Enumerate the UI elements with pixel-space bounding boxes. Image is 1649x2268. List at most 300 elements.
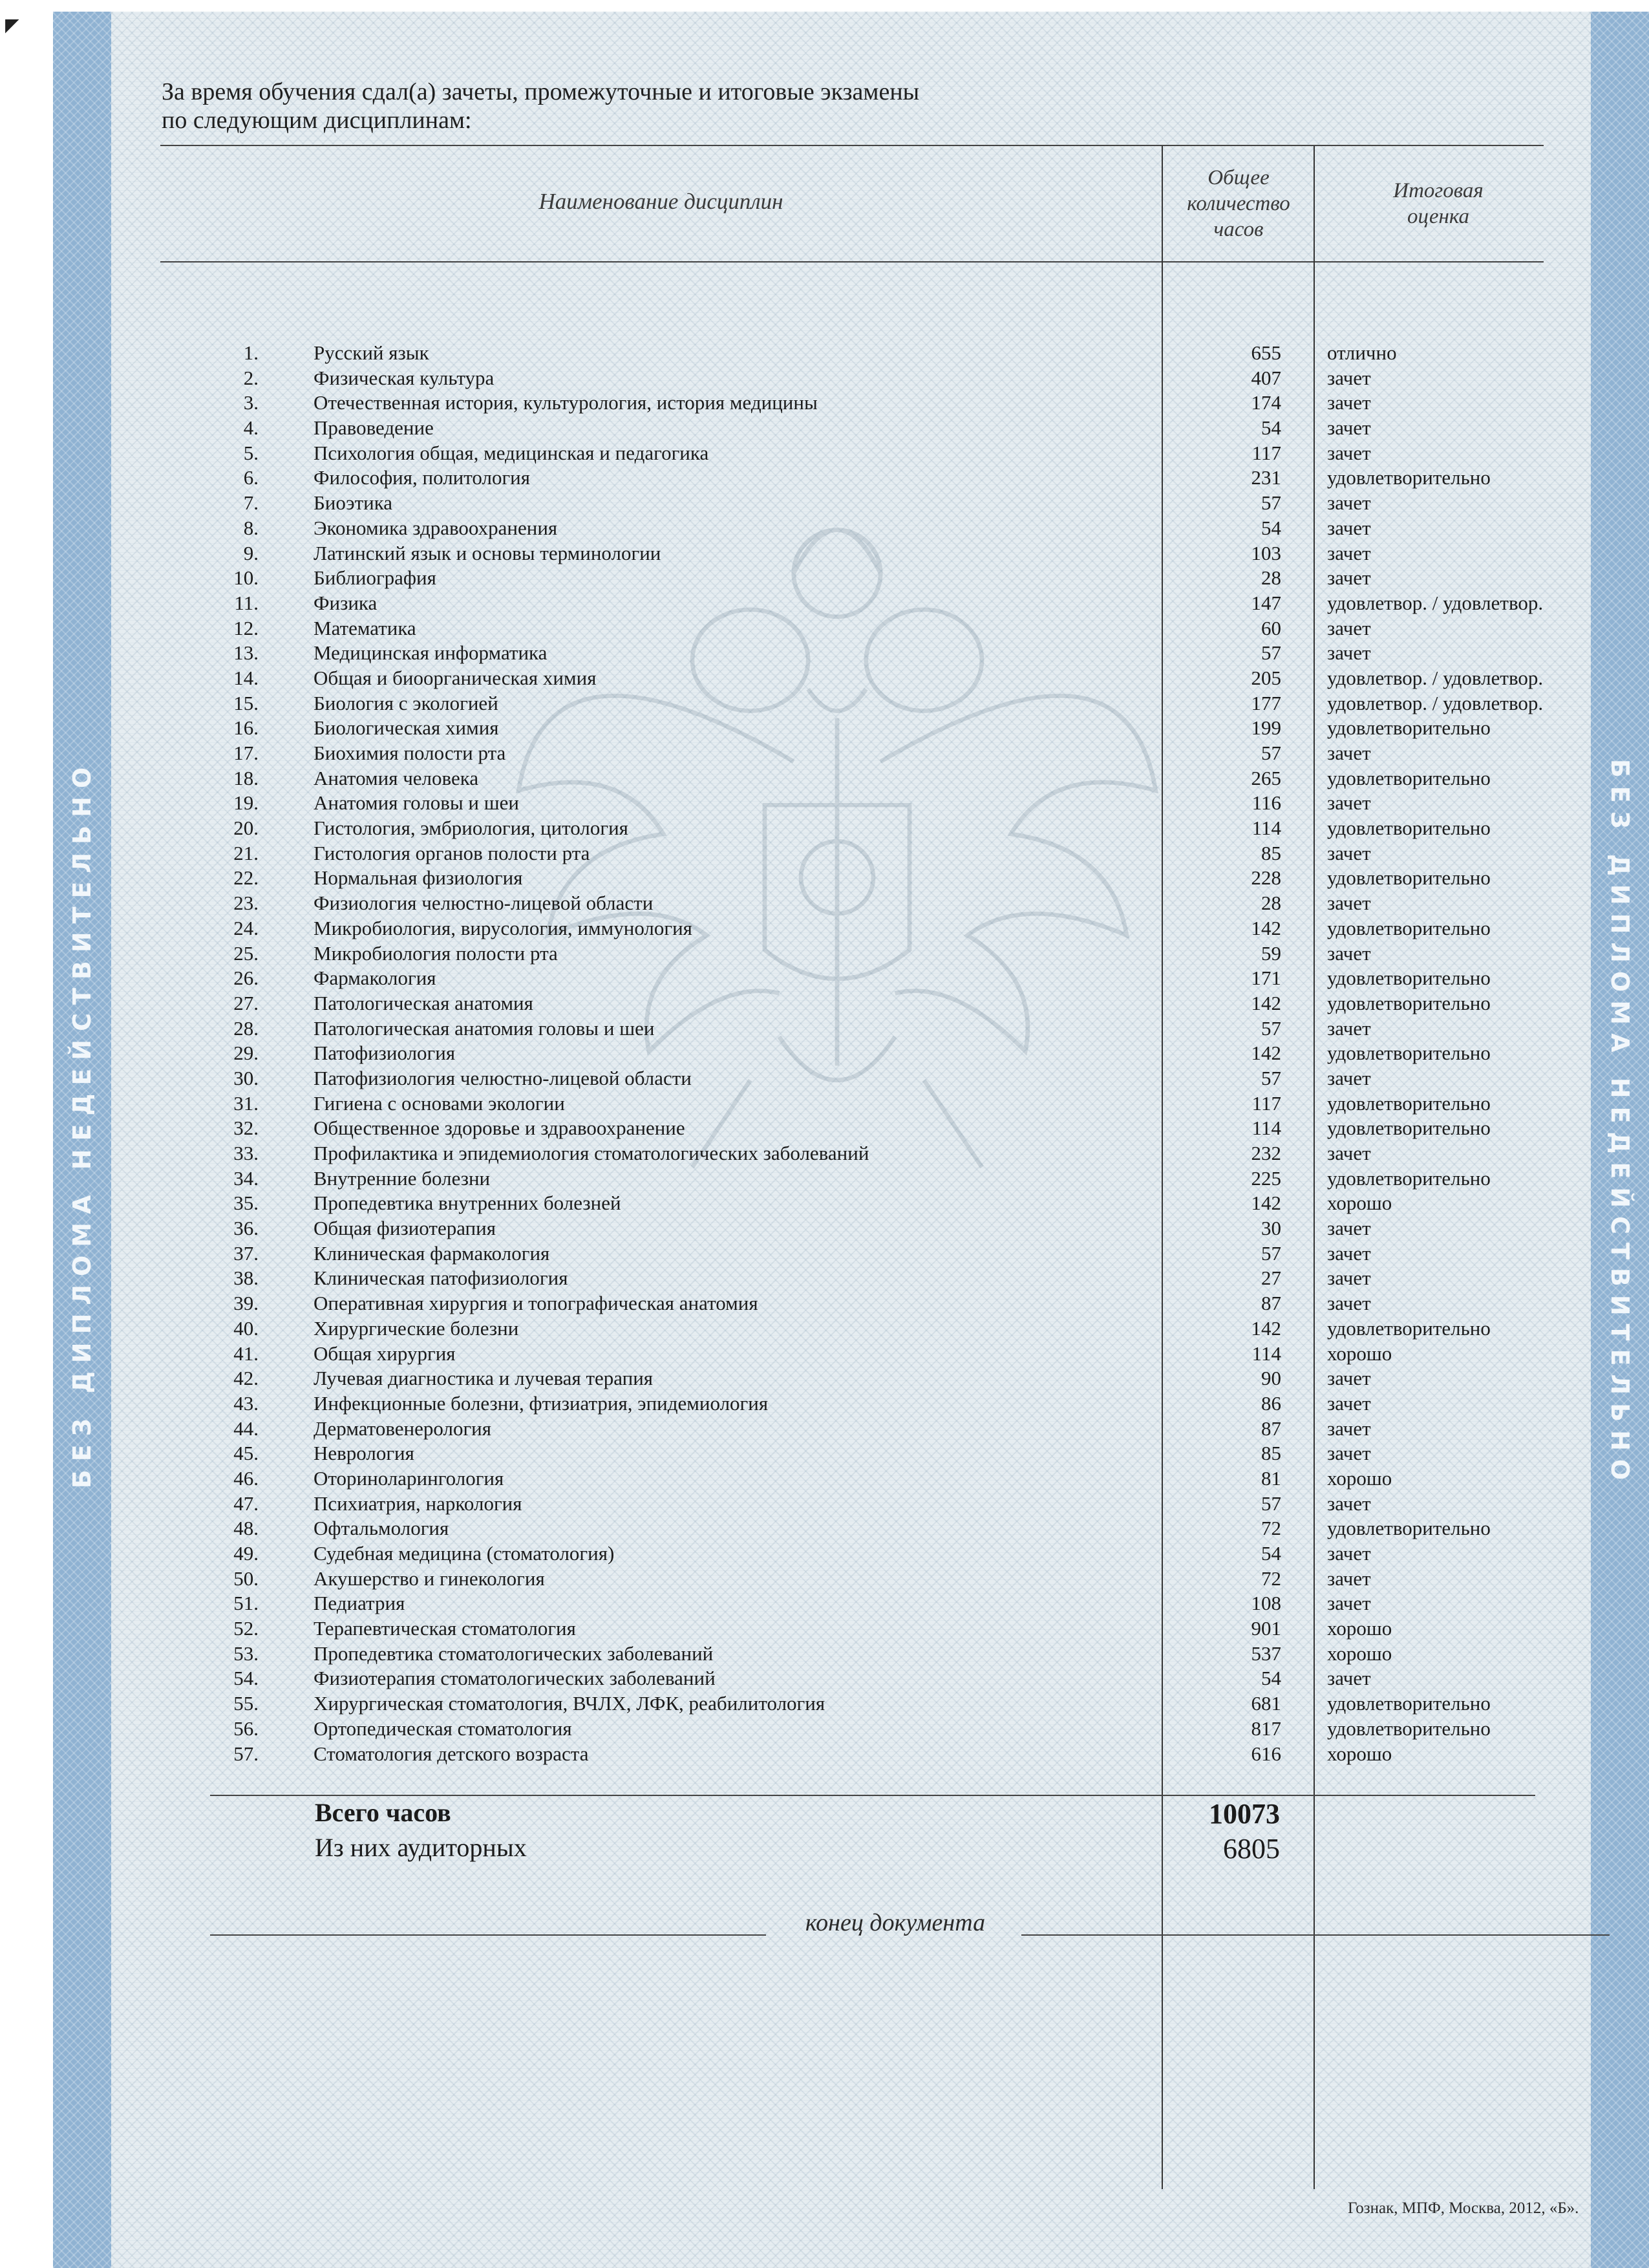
discipline-hours: 60 xyxy=(1261,616,1281,639)
column-header-discipline: Наименование дисциплин xyxy=(538,189,783,214)
table-row xyxy=(0,741,1649,766)
discipline-name: Математика xyxy=(314,616,416,639)
discipline-hours: 28 xyxy=(1261,892,1281,915)
discipline-name: Оперативная хирургия и топографическая анатомия xyxy=(314,1292,758,1315)
discipline-name: Патофизиология xyxy=(314,1042,456,1065)
discipline-name: Инфекционные болезни, фтизиатрия, эпидемиология xyxy=(314,1391,769,1415)
end-of-document-label: конец документа xyxy=(805,1909,986,1936)
discipline-name: Хирургические болезни xyxy=(314,1316,519,1340)
discipline-hours: 72 xyxy=(1261,1517,1281,1540)
discipline-grade: хорошо xyxy=(1327,1617,1392,1640)
discipline-name: Общая физиотерапия xyxy=(314,1217,496,1240)
column-header-hours xyxy=(1164,165,1314,242)
header-top-rule xyxy=(160,145,1544,146)
discipline-name: Клиническая фармакология xyxy=(314,1241,550,1265)
table-row xyxy=(0,1041,1649,1066)
discipline-grade: хорошо xyxy=(1327,1742,1392,1765)
auditory-hours-label: Из них аудиторных xyxy=(315,1833,527,1862)
discipline-hours: 114 xyxy=(1251,1342,1281,1365)
row-number: 33. xyxy=(233,1142,259,1164)
discipline-name: Анатомия головы и шеи xyxy=(314,791,519,815)
row-number: 10. xyxy=(233,566,259,590)
discipline-list xyxy=(0,341,1649,1766)
table-row xyxy=(0,416,1649,441)
table-row xyxy=(0,491,1649,516)
table-row xyxy=(0,541,1649,566)
discipline-name: Гистология, эмбриология, цитология xyxy=(314,817,628,840)
discipline-hours: 232 xyxy=(1251,1142,1281,1164)
discipline-hours: 116 xyxy=(1251,791,1281,815)
intro-text xyxy=(162,78,1131,134)
discipline-hours: 407 xyxy=(1251,366,1281,389)
row-number: 44. xyxy=(233,1417,259,1440)
discipline-grade: зачет xyxy=(1327,1267,1371,1290)
discipline-hours: 87 xyxy=(1261,1292,1281,1315)
row-number: 29. xyxy=(233,1042,259,1065)
row-number: 8. xyxy=(243,516,259,539)
discipline-grade: удовлетворительно xyxy=(1327,916,1491,939)
discipline-name: Правоведение xyxy=(314,416,434,440)
table-row xyxy=(0,1191,1649,1216)
table-row xyxy=(0,766,1649,791)
discipline-name: Физическая культура xyxy=(314,366,495,389)
discipline-hours: 142 xyxy=(1251,1192,1281,1215)
discipline-grade: удовлетвор. / удовлетвор. xyxy=(1327,691,1544,714)
discipline-name: Библиография xyxy=(314,566,436,590)
discipline-grade: зачет xyxy=(1327,1567,1371,1590)
discipline-name: Биохимия полости рта xyxy=(314,742,506,764)
row-number: 24. xyxy=(233,916,259,939)
discipline-name: Клиническая патофизиология xyxy=(314,1267,568,1290)
discipline-hours: 681 xyxy=(1251,1692,1281,1715)
discipline-grade: зачет xyxy=(1327,1241,1371,1265)
table-row xyxy=(0,1141,1649,1166)
table-row xyxy=(0,791,1649,816)
table-row xyxy=(0,1441,1649,1466)
row-number: 3. xyxy=(243,391,259,414)
row-number: 43. xyxy=(233,1391,259,1415)
table-row xyxy=(0,1342,1649,1367)
row-number: 6. xyxy=(243,466,259,489)
discipline-grade: удовлетворительно xyxy=(1327,1692,1491,1715)
end-rule-left xyxy=(210,1934,766,1936)
discipline-name: Философия, политология xyxy=(314,466,531,489)
discipline-grade: зачет xyxy=(1327,416,1371,440)
discipline-hours: 817 xyxy=(1251,1717,1281,1740)
discipline-grade: удовлетворительно xyxy=(1327,466,1491,489)
row-number: 38. xyxy=(233,1267,259,1290)
discipline-hours: 537 xyxy=(1251,1642,1281,1665)
discipline-hours: 265 xyxy=(1251,766,1281,789)
discipline-grade: удовлетворительно xyxy=(1327,1717,1491,1740)
left-strip-watermark-text: БЕЗ ДИПЛОМА НЕДЕЙСТВИТЕЛЬНО xyxy=(68,758,96,1489)
discipline-grade: удовлетворительно xyxy=(1327,991,1491,1014)
discipline-grade: зачет xyxy=(1327,1667,1371,1690)
discipline-hours: 177 xyxy=(1251,691,1281,714)
discipline-grade: зачет xyxy=(1327,616,1371,639)
row-number: 12. xyxy=(233,616,259,639)
discipline-hours: 54 xyxy=(1261,1542,1281,1565)
discipline-name: Отечественная история, культурология, история медицины xyxy=(314,391,818,414)
discipline-hours: 225 xyxy=(1251,1166,1281,1190)
table-row xyxy=(0,1691,1649,1717)
table-row xyxy=(0,1417,1649,1442)
header-bottom-rule xyxy=(160,261,1544,262)
discipline-grade: зачет xyxy=(1327,1066,1371,1089)
discipline-name: Микробиология, вирусология, иммунология xyxy=(314,916,692,939)
discipline-grade: зачет xyxy=(1327,1016,1371,1040)
row-number: 16. xyxy=(233,716,259,740)
discipline-hours: 57 xyxy=(1261,1016,1281,1040)
discipline-grade: зачет xyxy=(1327,1492,1371,1515)
discipline-hours: 30 xyxy=(1261,1217,1281,1240)
discipline-hours: 616 xyxy=(1251,1742,1281,1765)
discipline-name: Патологическая анатомия xyxy=(314,991,533,1014)
discipline-grade: зачет xyxy=(1327,1417,1371,1440)
discipline-hours: 85 xyxy=(1261,841,1281,864)
row-number: 49. xyxy=(233,1542,259,1565)
table-row xyxy=(0,716,1649,741)
total-hours-value: 10073 xyxy=(1209,1798,1280,1830)
row-number: 30. xyxy=(233,1066,259,1089)
discipline-hours: 901 xyxy=(1251,1617,1281,1640)
hours-header-line-2: количество xyxy=(1187,192,1290,215)
row-number: 41. xyxy=(233,1342,259,1365)
discipline-grade: зачет xyxy=(1327,1391,1371,1415)
discipline-grade: удовлетвор. / удовлетвор. xyxy=(1327,591,1544,614)
row-number: 53. xyxy=(233,1642,259,1665)
table-row xyxy=(0,1241,1649,1267)
grade-header-line-1: Итоговая xyxy=(1393,179,1484,202)
row-number: 14. xyxy=(233,666,259,689)
row-number: 27. xyxy=(233,991,259,1014)
table-row xyxy=(0,1666,1649,1691)
discipline-name: Лучевая диагностика и лучевая терапия xyxy=(314,1367,654,1390)
table-row xyxy=(0,1541,1649,1567)
discipline-name: Хирургическая стоматология, ВЧЛХ, ЛФК, реабилитология xyxy=(314,1692,825,1715)
discipline-grade: удовлетворительно xyxy=(1327,866,1491,890)
discipline-grade: зачет xyxy=(1327,391,1371,414)
discipline-grade: зачет xyxy=(1327,1292,1371,1315)
discipline-grade: удовлетворительно xyxy=(1327,1042,1491,1065)
discipline-name: Физиотерапия стоматологических заболеваний xyxy=(314,1667,716,1690)
discipline-hours: 114 xyxy=(1251,1117,1281,1140)
discipline-name: Педиатрия xyxy=(314,1592,405,1615)
discipline-name: Биологическая химия xyxy=(314,716,499,740)
discipline-name: Общественное здоровье и здравоохранение xyxy=(314,1117,685,1140)
discipline-name: Судебная медицина (стоматология) xyxy=(314,1542,615,1565)
row-number: 9. xyxy=(243,541,259,564)
discipline-grade: зачет xyxy=(1327,1142,1371,1164)
row-number: 17. xyxy=(233,742,259,764)
discipline-grade: зачет xyxy=(1327,1217,1371,1240)
discipline-name: Психология общая, медицинская и педагогика xyxy=(314,441,709,464)
row-number: 42. xyxy=(233,1367,259,1390)
discipline-name: Пропедевтика внутренних болезней xyxy=(314,1192,621,1215)
discipline-name: Русский язык xyxy=(314,341,429,364)
table-row xyxy=(0,966,1649,991)
discipline-hours: 59 xyxy=(1261,941,1281,965)
discipline-grade: зачет xyxy=(1327,516,1371,539)
table-row xyxy=(0,1642,1649,1667)
discipline-hours: 87 xyxy=(1261,1417,1281,1440)
table-row xyxy=(0,1266,1649,1291)
table-row xyxy=(0,566,1649,591)
row-number: 23. xyxy=(233,892,259,915)
discipline-name: Физика xyxy=(314,591,378,614)
discipline-grade: отлично xyxy=(1327,341,1397,364)
row-number: 34. xyxy=(233,1166,259,1190)
discipline-name: Медицинская информатика xyxy=(314,641,548,665)
table-row xyxy=(0,991,1649,1016)
row-number: 35. xyxy=(233,1192,259,1215)
discipline-grade: удовлетворительно xyxy=(1327,1117,1491,1140)
row-number: 13. xyxy=(233,641,259,665)
discipline-grade: удовлетворительно xyxy=(1327,817,1491,840)
table-row xyxy=(0,616,1649,641)
row-number: 26. xyxy=(233,967,259,990)
discipline-hours: 171 xyxy=(1251,967,1281,990)
discipline-grade: удовлетворительно xyxy=(1327,1517,1491,1540)
discipline-name: Патологическая анатомия головы и шеи xyxy=(314,1016,655,1040)
discipline-hours: 142 xyxy=(1251,1042,1281,1065)
row-number: 21. xyxy=(233,841,259,864)
intro-line-1: За время обучения сдал(а) зачеты, промежуточные и итоговые экзамены xyxy=(162,78,920,105)
discipline-hours: 142 xyxy=(1251,991,1281,1014)
discipline-name: Биология с экологией xyxy=(314,691,498,714)
row-number: 40. xyxy=(233,1316,259,1340)
discipline-grade: зачет xyxy=(1327,566,1371,590)
table-row xyxy=(0,891,1649,916)
table-row xyxy=(0,1391,1649,1417)
discipline-hours: 85 xyxy=(1261,1442,1281,1465)
discipline-grade: удовлетворительно xyxy=(1327,967,1491,990)
discipline-grade: удовлетворительно xyxy=(1327,766,1491,789)
discipline-name: Нормальная физиология xyxy=(314,866,523,890)
row-number: 52. xyxy=(233,1617,259,1640)
row-number: 15. xyxy=(233,691,259,714)
discipline-name: Анатомия человека xyxy=(314,766,479,789)
row-number: 31. xyxy=(233,1091,259,1115)
total-hours-label: Всего часов xyxy=(315,1798,451,1827)
discipline-hours: 108 xyxy=(1251,1592,1281,1615)
table-row xyxy=(0,1066,1649,1091)
hours-header-line-3: часов xyxy=(1213,218,1264,241)
discipline-hours: 174 xyxy=(1251,391,1281,414)
table-row xyxy=(0,691,1649,716)
discipline-hours: 231 xyxy=(1251,466,1281,489)
discipline-name: Психиатрия, наркология xyxy=(314,1492,522,1515)
discipline-hours: 27 xyxy=(1261,1267,1281,1290)
row-number: 36. xyxy=(233,1217,259,1240)
discipline-name: Ортопедическая стоматология xyxy=(314,1717,572,1740)
discipline-name: Офтальмология xyxy=(314,1517,449,1540)
row-number: 46. xyxy=(233,1466,259,1490)
discipline-name: Экономика здравоохранения xyxy=(314,516,558,539)
table-row xyxy=(0,341,1649,366)
table-row xyxy=(0,941,1649,967)
table-row xyxy=(0,441,1649,466)
discipline-name: Гистология органов полости рта xyxy=(314,841,590,864)
table-row xyxy=(0,1366,1649,1391)
table-row xyxy=(0,1591,1649,1616)
row-number: 51. xyxy=(233,1592,259,1615)
discipline-hours: 205 xyxy=(1251,666,1281,689)
table-row xyxy=(0,1717,1649,1742)
discipline-hours: 655 xyxy=(1251,341,1281,364)
discipline-name: Дерматовенерология xyxy=(314,1417,492,1440)
grade-header-line-2: оценка xyxy=(1407,205,1469,228)
discipline-grade: зачет xyxy=(1327,791,1371,815)
totals-top-rule xyxy=(210,1795,1535,1796)
discipline-hours: 54 xyxy=(1261,1667,1281,1690)
discipline-grade: зачет xyxy=(1327,541,1371,564)
discipline-name: Общая и биоорганическая химия xyxy=(314,666,597,689)
row-number: 56. xyxy=(233,1717,259,1740)
discipline-grade: удовлетворительно xyxy=(1327,1091,1491,1115)
row-number: 19. xyxy=(233,791,259,815)
discipline-hours: 90 xyxy=(1261,1367,1281,1390)
right-strip-watermark-text: БЕЗ ДИПЛОМА НЕДЕЙСТВИТЕЛЬНО xyxy=(1606,758,1634,1489)
discipline-hours: 57 xyxy=(1261,641,1281,665)
discipline-grade: хорошо xyxy=(1327,1642,1392,1665)
discipline-grade: зачет xyxy=(1327,641,1371,665)
discipline-hours: 57 xyxy=(1261,1241,1281,1265)
row-number: 20. xyxy=(233,817,259,840)
corner-mark: ◤ xyxy=(5,14,19,36)
row-number: 47. xyxy=(233,1492,259,1515)
intro-line-2: по следующим дисциплинам: xyxy=(162,107,472,134)
discipline-name: Общая хирургия xyxy=(314,1342,456,1365)
row-number: 5. xyxy=(243,441,259,464)
discipline-name: Терапевтическая стоматология xyxy=(314,1617,576,1640)
row-number: 57. xyxy=(233,1742,259,1765)
discipline-name: Латинский язык и основы терминологии xyxy=(314,541,661,564)
table-row xyxy=(0,1492,1649,1517)
discipline-grade: зачет xyxy=(1327,1442,1371,1465)
column-header-grade xyxy=(1315,178,1561,230)
discipline-hours: 57 xyxy=(1261,1066,1281,1089)
discipline-grade: удовлетвор. / удовлетвор. xyxy=(1327,666,1544,689)
table-row xyxy=(0,1742,1649,1767)
discipline-hours: 54 xyxy=(1261,416,1281,440)
discipline-grade: зачет xyxy=(1327,742,1371,764)
discipline-hours: 57 xyxy=(1261,742,1281,764)
row-number: 48. xyxy=(233,1517,259,1540)
table-row xyxy=(0,841,1649,866)
discipline-grade: зачет xyxy=(1327,1592,1371,1615)
table-row xyxy=(0,641,1649,666)
discipline-name: Физиология челюстно-лицевой области xyxy=(314,892,654,915)
row-number: 50. xyxy=(233,1567,259,1590)
table-row xyxy=(0,1567,1649,1592)
discipline-hours: 57 xyxy=(1261,491,1281,515)
discipline-name: Микробиология полости рта xyxy=(314,941,558,965)
discipline-grade: удовлетворительно xyxy=(1327,1316,1491,1340)
row-number: 7. xyxy=(243,491,259,515)
discipline-grade: хорошо xyxy=(1327,1466,1392,1490)
table-row xyxy=(0,1316,1649,1342)
discipline-hours: 117 xyxy=(1251,441,1281,464)
row-number: 45. xyxy=(233,1442,259,1465)
table-row xyxy=(0,1466,1649,1492)
discipline-name: Гигиена с основами экологии xyxy=(314,1091,565,1115)
table-row xyxy=(0,465,1649,491)
table-row xyxy=(0,1216,1649,1241)
discipline-hours: 117 xyxy=(1251,1091,1281,1115)
discipline-name: Профилактика и эпидемиология стоматологических заболеваний xyxy=(314,1142,869,1164)
discipline-grade: зачет xyxy=(1327,366,1371,389)
discipline-name: Акушерство и гинекология xyxy=(314,1567,545,1590)
discipline-hours: 142 xyxy=(1251,1316,1281,1340)
discipline-hours: 57 xyxy=(1261,1492,1281,1515)
row-number: 37. xyxy=(233,1241,259,1265)
table-row xyxy=(0,1516,1649,1541)
discipline-name: Биоэтика xyxy=(314,491,393,515)
table-row xyxy=(0,666,1649,691)
table-row xyxy=(0,591,1649,616)
table-row xyxy=(0,1016,1649,1042)
discipline-grade: зачет xyxy=(1327,1542,1371,1565)
discipline-hours: 54 xyxy=(1261,516,1281,539)
discipline-hours: 142 xyxy=(1251,916,1281,939)
discipline-name: Фармакология xyxy=(314,967,436,990)
row-number: 32. xyxy=(233,1117,259,1140)
printer-imprint: Гознак, МПФ, Москва, 2012, «Б». xyxy=(1348,2199,1579,2217)
discipline-hours: 86 xyxy=(1261,1391,1281,1415)
discipline-grade: зачет xyxy=(1327,941,1371,965)
end-rule-right xyxy=(1021,1934,1610,1936)
discipline-grade: удовлетворительно xyxy=(1327,716,1491,740)
discipline-hours: 114 xyxy=(1251,817,1281,840)
discipline-name: Неврология xyxy=(314,1442,414,1465)
auditory-hours-value: 6805 xyxy=(1223,1833,1280,1865)
discipline-name: Внутренние болезни xyxy=(314,1166,491,1190)
row-number: 4. xyxy=(243,416,259,440)
row-number: 55. xyxy=(233,1692,259,1715)
discipline-hours: 81 xyxy=(1261,1466,1281,1490)
row-number: 1. xyxy=(243,341,259,364)
row-number: 54. xyxy=(233,1667,259,1690)
discipline-hours: 147 xyxy=(1251,591,1281,614)
discipline-hours: 103 xyxy=(1251,541,1281,564)
row-number: 25. xyxy=(233,941,259,965)
table-row xyxy=(0,390,1649,416)
discipline-grade: зачет xyxy=(1327,841,1371,864)
row-number: 2. xyxy=(243,366,259,389)
table-row xyxy=(0,816,1649,841)
row-number: 39. xyxy=(233,1292,259,1315)
row-number: 22. xyxy=(233,866,259,890)
row-number: 18. xyxy=(233,766,259,789)
table-row xyxy=(0,916,1649,941)
discipline-grade: зачет xyxy=(1327,892,1371,915)
discipline-grade: хорошо xyxy=(1327,1192,1392,1215)
discipline-hours: 72 xyxy=(1261,1567,1281,1590)
table-row xyxy=(0,866,1649,891)
discipline-grade: хорошо xyxy=(1327,1342,1392,1365)
table-row xyxy=(0,1616,1649,1642)
discipline-grade: зачет xyxy=(1327,441,1371,464)
discipline-name: Патофизиология челюстно-лицевой области xyxy=(314,1066,692,1089)
discipline-grade: зачет xyxy=(1327,1367,1371,1390)
discipline-hours: 228 xyxy=(1251,866,1281,890)
table-row xyxy=(0,516,1649,541)
discipline-name: Пропедевтика стоматологических заболеваний xyxy=(314,1642,714,1665)
table-row xyxy=(0,1291,1649,1316)
discipline-name: Стоматология детского возраста xyxy=(314,1742,589,1765)
discipline-hours: 199 xyxy=(1251,716,1281,740)
